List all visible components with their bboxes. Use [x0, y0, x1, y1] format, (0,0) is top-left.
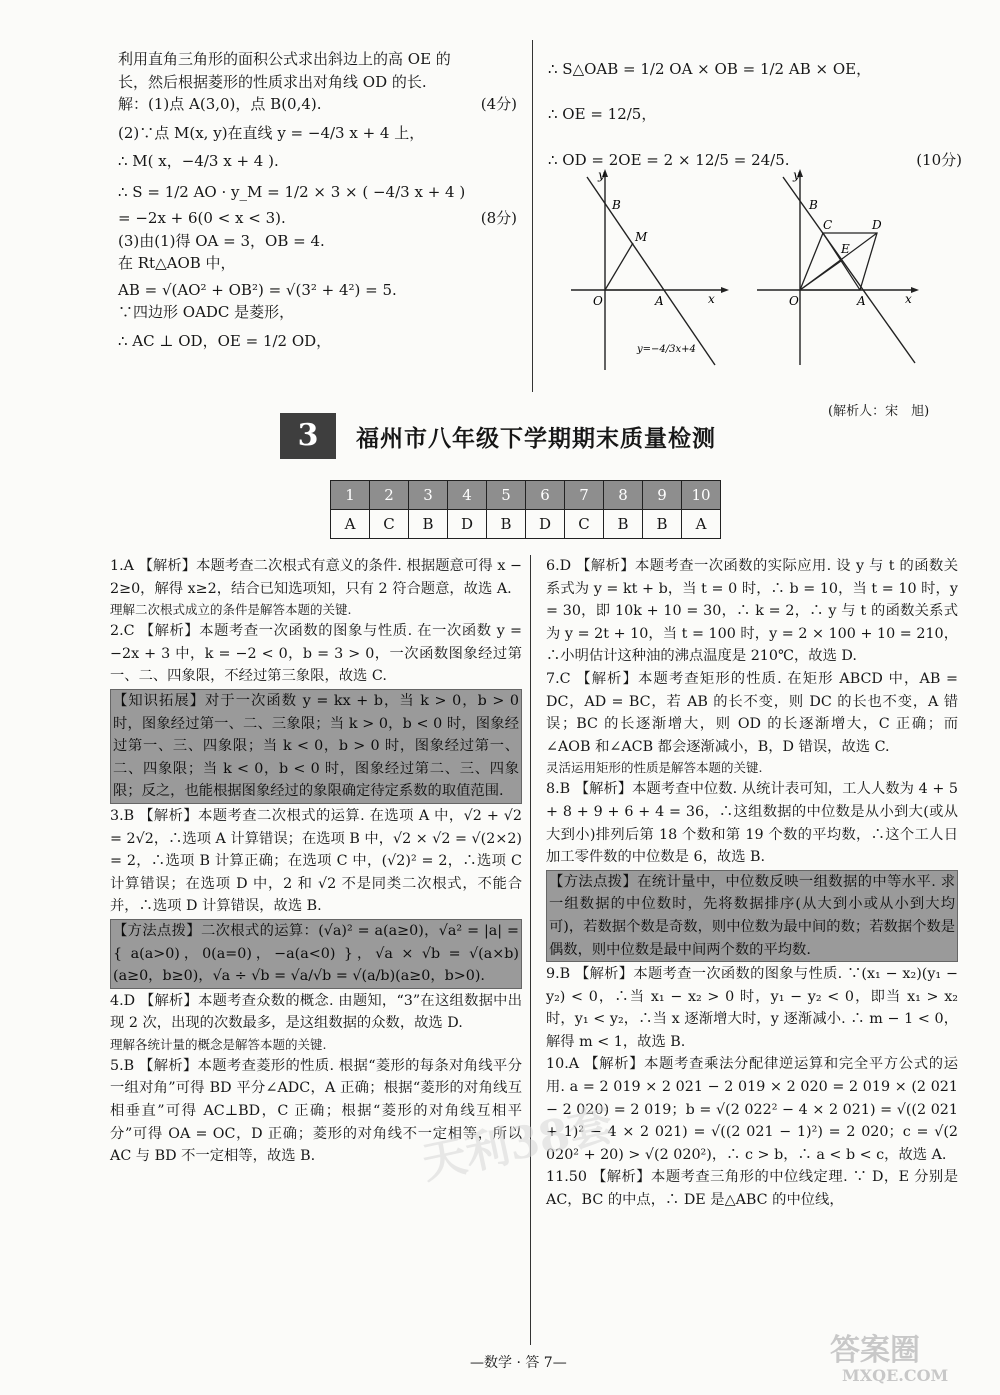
answer-cell: A: [331, 510, 370, 539]
question-number: 9: [643, 481, 682, 510]
answer-cell: D: [526, 510, 565, 539]
score: (10分): [916, 151, 962, 169]
line-ab: [783, 177, 915, 363]
question-number: 1: [331, 481, 370, 510]
box-text: 【知识拓展】对于一次函数 y = kx + b，当 k > 0，b > 0 时，图象经过第一、二、三象限；当 k > 0，b < 0 时，图象经过第一、三、四象限；当 k < 0，b > 0 时，图象经过第一、二、四象限；当 k < 0，b < 0 时，图象经过第二、三、四象限；反之，也能根据图象经过的象限确定待定系数的取值范围.: [113, 692, 519, 800]
segment-om: [605, 243, 633, 290]
answer-q7: 7.C 【解析】本题考查矩形的性质. 在矩形 ABCD 中，AB = DC，AD = BC，若 AB 的长不变，则 DC 的长也不变，A 错误；BC 的长逐渐增大，则 OD 的长逐渐增大，C 正确；而∠AOB 和∠ACB 都会逐渐减小，B，D 错误，故选 C.: [546, 670, 958, 755]
solution-line: ∴ S = 1/2 AO · y_M = 1/2 × 3 × ( −4/3 x + 4 ): [118, 182, 466, 201]
score: (4分): [480, 95, 517, 113]
question-number: 4: [448, 481, 487, 510]
answer-cell: C: [565, 510, 604, 539]
label-d: D: [872, 218, 882, 232]
solution-line: [118, 207, 523, 230]
label-b: B: [612, 198, 621, 212]
answer-q8: 8.B 【解析】本题考查中位数. 从统计表可知，工人人数为 4 + 5 + 8 + 9 + 6 + 4 = 36，∴这组数据的中位数是从小到大(或从大到小)排列后第 18 个数和第 19 个数的平均数，∴这个工人日加工零件数的中位数是 6，故选 B.: [546, 781, 958, 866]
label-b: B: [809, 198, 818, 212]
solution-line: 利用直角三角形的面积公式求出斜边上的高 OE 的: [118, 50, 451, 68]
solution-line: 在 Rt△AOB 中，: [118, 254, 236, 272]
answer-q5: 5.B 【解析】本题考查菱形的性质. 根据“菱形的每条对角线平分一组对角”可得 BD 平分∠ADC，A 正确；根据“菱形的对角线互相垂直”可得 AC⊥BD，C 正确；根据“菱形的对角线互相平分”可得 OA = OC，D 正确；菱形的对角线不一定相等，所以 AC 与 BD 不一定相等，故选 B.: [110, 1057, 522, 1165]
note-q1: 理解二次根式成立的条件是解答本题的关键.: [110, 602, 352, 618]
answer-cell: B: [643, 510, 682, 539]
box-text: 【方法点拨】在统计量中，中位数反映一组数据的中等水平. 求一组数据的中位数时，先将数据排序(从大到小或从小到大均可)，若数据个数是奇数，则中位数为最中间的数；若数据个数是偶数，则中位数是最中间两个数的平均数.: [549, 873, 955, 958]
section-title: 福州市八年级下学期期末质量检测: [356, 425, 716, 452]
solution-line: ∴ S△OAB = 1/2 OA × OB = 1/2 AB × OE，: [548, 60, 872, 78]
column-divider: [532, 40, 533, 392]
solution-line: ∴ AC ⊥ OD，OE = 1/2 OD，: [118, 331, 332, 350]
graph-rhombus-2: [755, 165, 925, 375]
solution-text: ∴ OD = 2OE = 2 × 12/5 = 24/5.: [548, 151, 790, 169]
answer-cell: C: [370, 510, 409, 539]
solution-text: 解：(1)点 A(3,0)，点 B(0,4).: [118, 95, 322, 113]
answer-q11: 11.50 【解析】本题考查三角形的中位线定理. ∵ D，E 分别是 AC，BC 的中点，∴ DE 是△ABC 的中位线，: [546, 1169, 958, 1209]
answer-q4: 4.D 【解析】本题考查众数的概念. 由题知，“3”在这组数据中出现 2 次，出现的次数最多，是这组数据的众数，故选 D.: [110, 992, 522, 1032]
note-q4: 理解各统计量的概念是解答本题的关键.: [110, 1036, 327, 1052]
question-number: 8: [604, 481, 643, 510]
question-number: 7: [565, 481, 604, 510]
solution-line: ∴ M( x，−4/3 x + 4 ).: [118, 152, 279, 170]
top-left-solution: [118, 48, 523, 352]
answer-q2: 2.C 【解析】本题考查一次函数的图象与性质. 在一次函数 y = −2x + 3 中，k = −2 < 0，b = 3 > 0，一次函数图象经过第一、二、四象限，不经过第三象限，故选 C.: [110, 623, 522, 685]
watermark-url: MXQE.COM: [842, 1366, 949, 1385]
answer-cell: B: [604, 510, 643, 539]
label-o: O: [593, 294, 603, 308]
author-note: (解析人：宋 旭): [828, 404, 930, 419]
method-tip-box: [110, 919, 522, 989]
box-text: 【方法点拨】二次根式的运算：(√a)² = a(a≥0)，√a² = |a| = { a(a>0)，0(a=0)，−a(a<0) }，√a × √b = √(a×b)(a≥0，b≥0)，√a ÷ √b = √a/√b = √(a/b)(a≥0，b>0).: [113, 922, 519, 985]
solution-line: ∵四边形 OADC 是菱形，: [118, 303, 295, 321]
line-ab: [587, 177, 715, 365]
solution-line: (2)∵点 M(x, y)在直线 y = −4/3 x + 4 上，: [118, 123, 425, 142]
question-number: 3: [409, 481, 448, 510]
label-m: M: [635, 230, 648, 244]
answer-q6: 6.D 【解析】本题考查一次函数的实际应用. 设 y 与 t 的函数关系式为 y = kt + b，当 t = 0 时，∴ b = 10，当 t = 10 时，y = 30，即 10k + 10 = 30，∴ k = 2，∴ y 与 t 的函数关系式为 y = 2t + 10，当 t = 100 时，y = 2 × 100 + 10 = 210，∴小明估计这种油的沸点温度是 210℃，故选 D.: [546, 558, 958, 665]
section-banner: [280, 413, 720, 459]
column-divider: [530, 555, 531, 1345]
solution-line: (3)由(1)得 OA = 3，OB = 4.: [118, 231, 325, 250]
line-equation: y=−4/3x+4: [637, 344, 696, 355]
label-y: y: [793, 168, 800, 182]
answer-q1: 1.A 【解析】本题考查二次根式有意义的条件. 根据题意可得 x − 2≥0，解得 x≥2，结合已知选项知，只有 2 符合题意，故选 A.: [110, 558, 522, 597]
answer-cell: B: [409, 510, 448, 539]
label-e: E: [841, 242, 850, 256]
label-x: x: [905, 292, 912, 306]
answer-q9: 9.B 【解析】本题考查一次函数的图象与性质. ∵(x₁ − x₂)(y₁ − y₂) < 0，∴当 x₁ − x₂ > 0 时，y₁ − y₂ < 0，即当 x₁ > x₂ 时，y₁ < y₂，∴当 x 逐渐增大时，y 逐渐减小. ∴ m − 1 < 0，解得 m < 1，故选 B.: [546, 966, 958, 1050]
solution-line: [118, 93, 523, 116]
x-axis-arrow: [721, 287, 729, 293]
left-explanation-column: [110, 555, 522, 1168]
question-number: 5: [487, 481, 526, 510]
solution-line: 长，然后根据菱形的性质求出对角线 OD 的长.: [118, 72, 427, 91]
answer-cell: B: [487, 510, 526, 539]
section-number: 3: [280, 413, 336, 459]
note-q7: 灵活运用矩形的性质是解答本题的关键.: [546, 760, 763, 776]
label-a: A: [655, 294, 664, 308]
x-axis-arrow: [911, 287, 919, 293]
question-number: 6: [526, 481, 565, 510]
label-a: A: [857, 294, 866, 308]
label-o: O: [789, 294, 799, 308]
answer-q10: 10.A 【解析】本题考查乘法分配律逆运算和完全平方公式的运用. a = 2 019 × 2 021 − 2 019 × 2 020 = 2 019 × (2 021 − 2 020) = 2 019；b = √(2 022² − 4 × 2 021) = √((2 021 + 1)² − 4 × 2 021) = √((2 021 − 1)²) = 2 020；c = √(2 020² + 20) > √(2 020²)，∴ c > b，∴ a < b < c，故选 A.: [546, 1056, 958, 1163]
top-right-solution: [548, 40, 968, 172]
solution-text: = −2x + 6(0 < x < 3).: [118, 209, 286, 227]
knowledge-extension-box: [110, 689, 522, 804]
answer-cell: A: [682, 510, 721, 539]
method-tip-box: [546, 870, 958, 962]
label-x: x: [708, 292, 715, 306]
answer-table-header-row: [331, 481, 721, 510]
question-number: 10: [682, 481, 721, 510]
watermark-site: 答案圈: [830, 1333, 920, 1368]
answer-q3: 3.B 【解析】本题考查二次根式的运算. 在选项 A 中，√2 + √2 = 2√2，∴选项 A 计算错误；在选项 B 中，√2 × √2 = √(2×2) = 2，∴选项 B 计算正确；在选项 C 中，(√2)² = 2，∴选项 C 计算错误；在选项 D 中，2 和 √2 不是同类二次根式，不能合并，∴选项 D 计算错误，故选 B.: [110, 807, 522, 915]
solution-line: ∴ OE = 12/5，: [548, 104, 657, 123]
answer-table: [330, 480, 721, 539]
page-footer: —数学 · 答 7—: [470, 1355, 567, 1371]
question-number: 2: [370, 481, 409, 510]
watermark-logo: 天利38套: [417, 1099, 618, 1190]
score: (8分): [480, 209, 517, 227]
label-y: y: [598, 168, 605, 182]
solution-line: AB = √(AO² + OB²) = √(3² + 4²) = 5.: [118, 280, 397, 299]
graph-rhombus-1: [565, 165, 735, 375]
label-c: C: [823, 218, 833, 232]
answer-cell: D: [448, 510, 487, 539]
answer-table-answer-row: [331, 510, 721, 539]
